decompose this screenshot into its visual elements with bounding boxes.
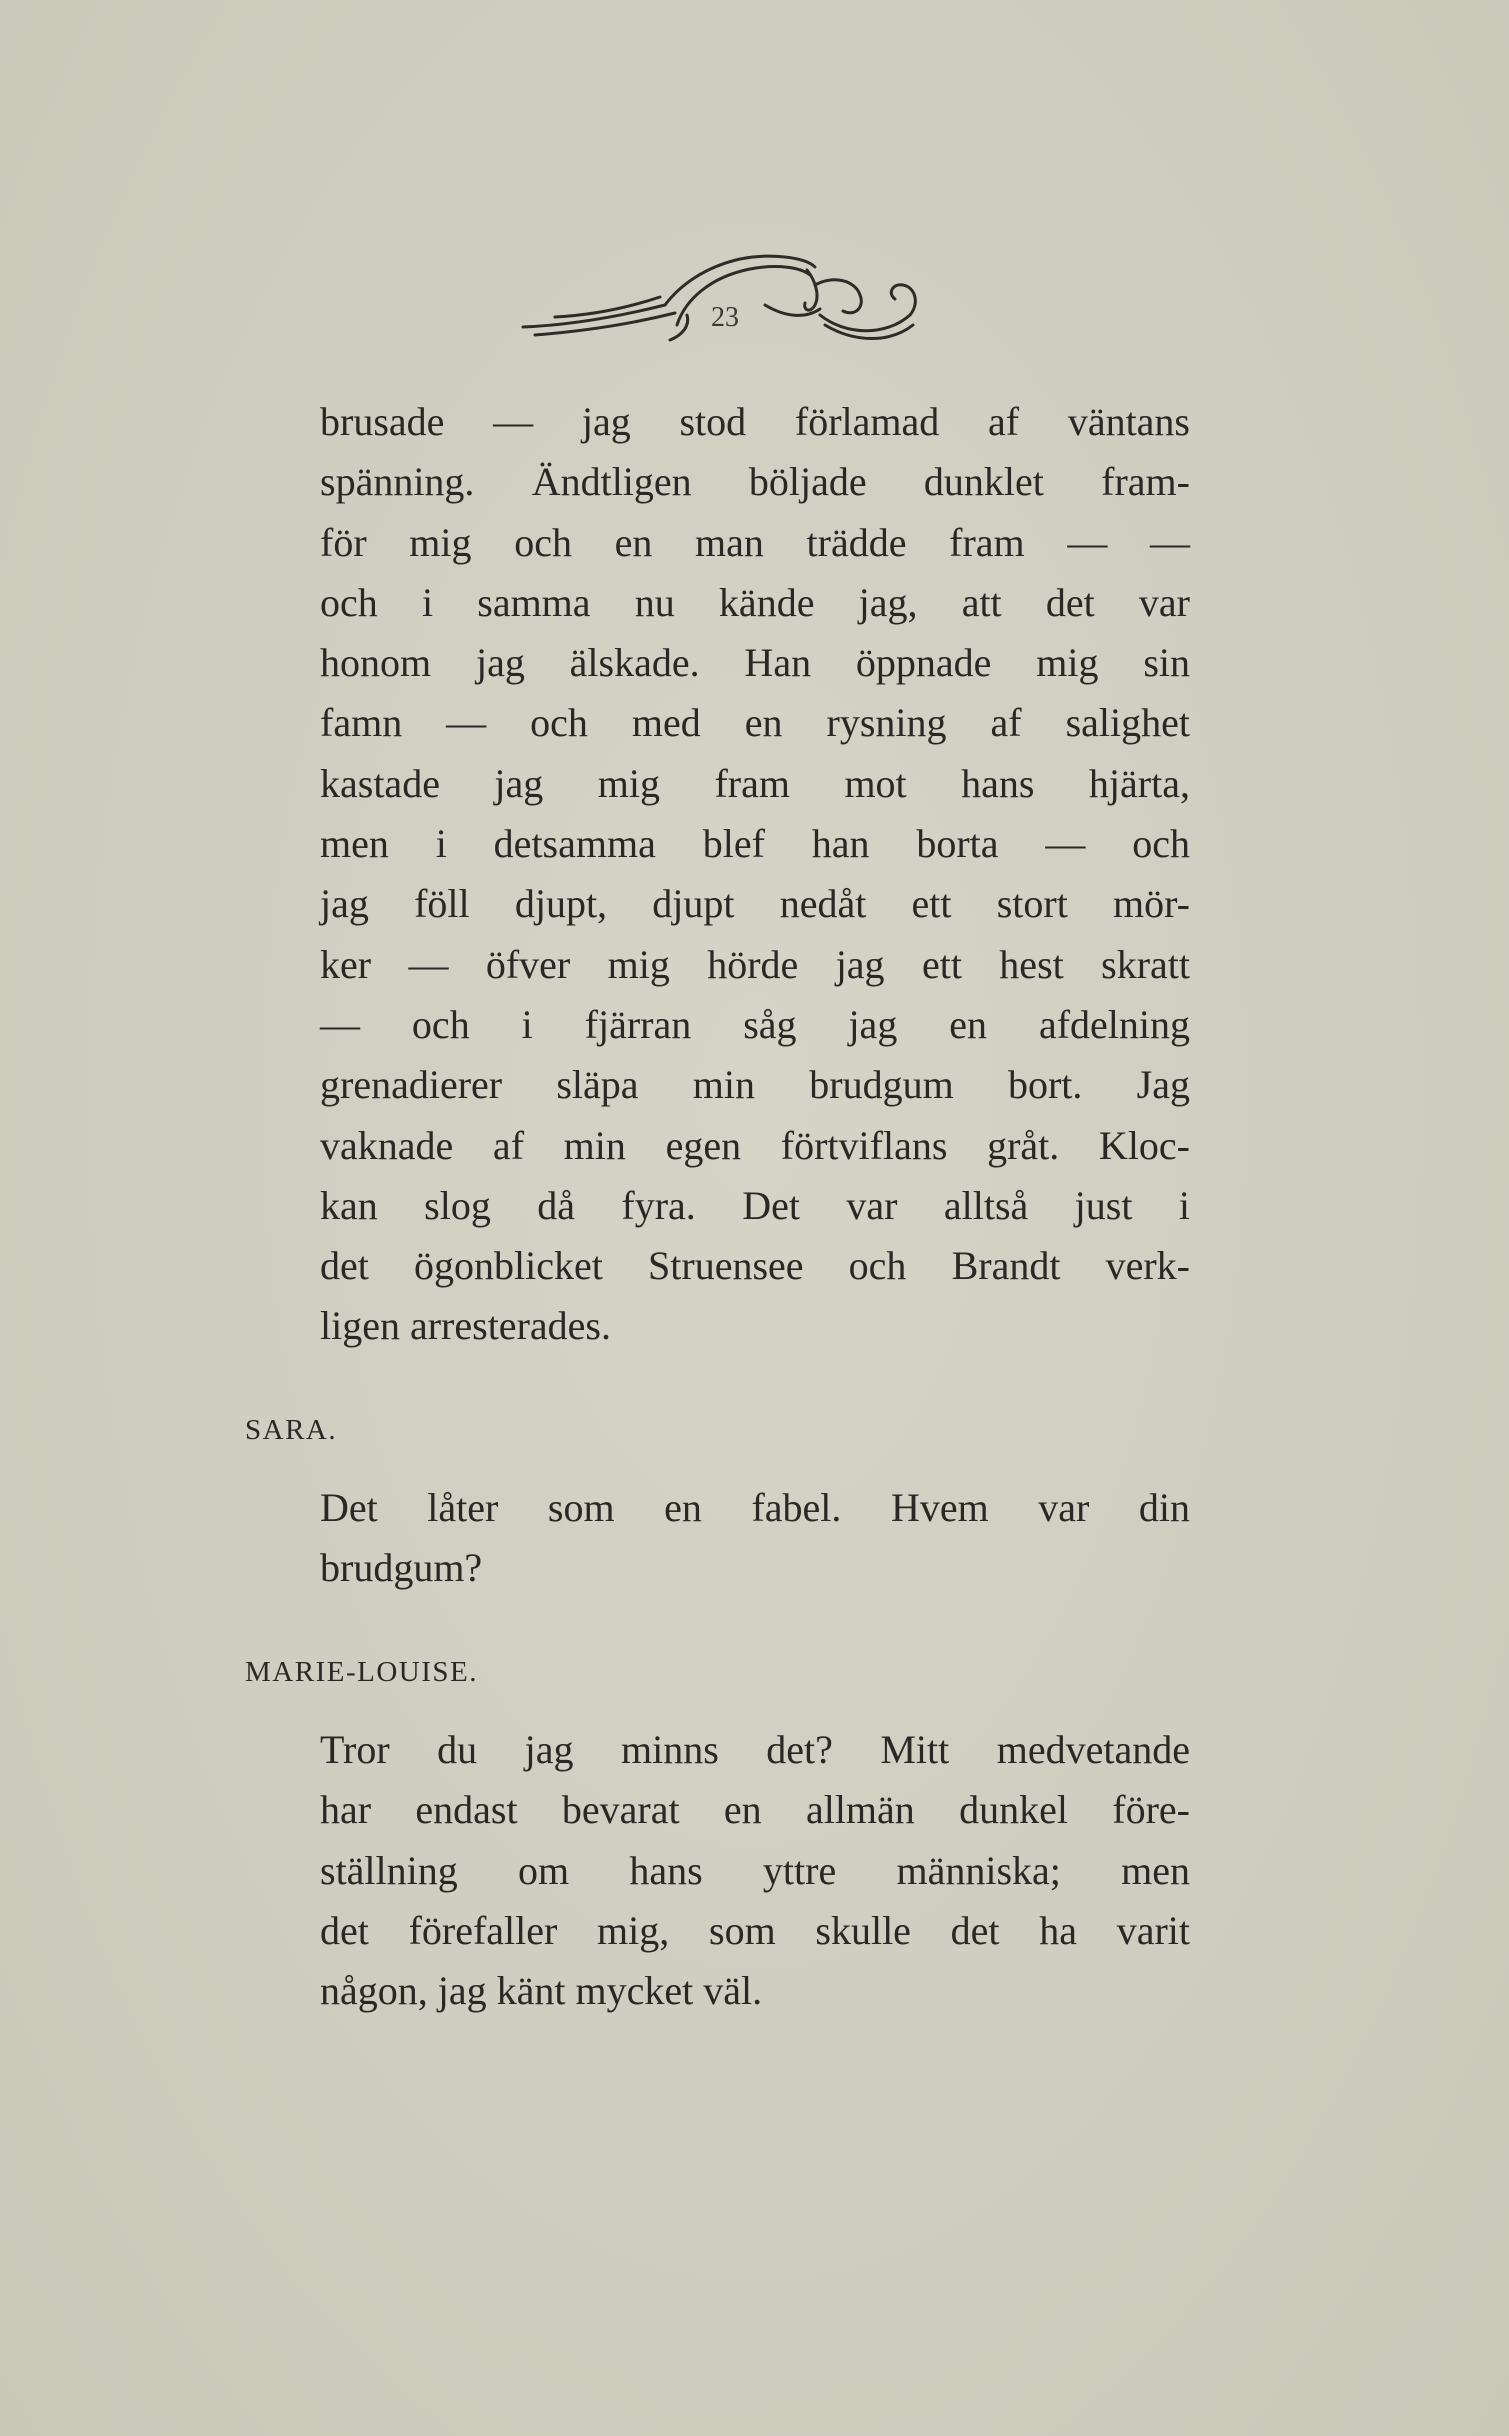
speaker-name-marie-louise: MARIE-LOUISE. (245, 1656, 478, 1688)
text-line: grenadierer släpa min brudgum bort. Jag (320, 1062, 1190, 1108)
text-line: någon, jag känt mycket väl. (320, 1968, 763, 2014)
text-line: Det låter som en fabel. Hvem var din (320, 1485, 1190, 1530)
text-line: har endast bevarat en allmän dunkel före- (320, 1787, 1190, 1833)
text-line: famn — och med en rysning af salighet (320, 700, 1190, 746)
text-line: det ögonblicket Struensee och Brandt verk- (320, 1243, 1190, 1289)
text-line: ker — öfver mig hörde jag ett hest skratt (320, 941, 1190, 987)
text-line: det förefaller mig, som skulle det ha varit (320, 1907, 1190, 1953)
text-line: jag föll djupt, djupt nedåt ett stort mör- (320, 881, 1190, 927)
text-line: ställning om hans yttre människa; men (320, 1847, 1190, 1893)
text-line: men i detsamma blef han borta — och (320, 821, 1190, 867)
text-line: kastade jag mig fram mot hans hjärta, (320, 760, 1190, 806)
passage-continuation (320, 392, 1190, 1357)
text-line: honom jag älskade. Han öppnade mig sin (320, 640, 1190, 686)
text-line: brudgum? (320, 1545, 483, 1591)
text-line: spänning. Ändtligen böljade dunklet fram- (320, 459, 1190, 505)
text-line: och i samma nu kände jag, att det var (320, 579, 1190, 625)
passage-sara (320, 1478, 1190, 1599)
header-ornament-icon (515, 245, 925, 355)
speaker-name-sara: SARA. (245, 1414, 338, 1446)
page-number: 23 (711, 302, 739, 333)
text-line: — och i fjärran såg jag en afdelning (320, 1001, 1190, 1047)
text-line: för mig och en man trädde fram — — (320, 519, 1190, 565)
text-line: ligen arresterades. (320, 1303, 611, 1349)
text-line: kan slog då fyra. Det var alltså just i (320, 1182, 1190, 1228)
text-line: Tror du jag minns det? Mitt medvetande (320, 1727, 1190, 1772)
passage-marie-louise (320, 1720, 1190, 2021)
text-line: vaknade af min egen förtviflans gråt. Kloc- (320, 1122, 1190, 1168)
text-line: brusade — jag stod förlamad af väntans (320, 399, 1190, 444)
